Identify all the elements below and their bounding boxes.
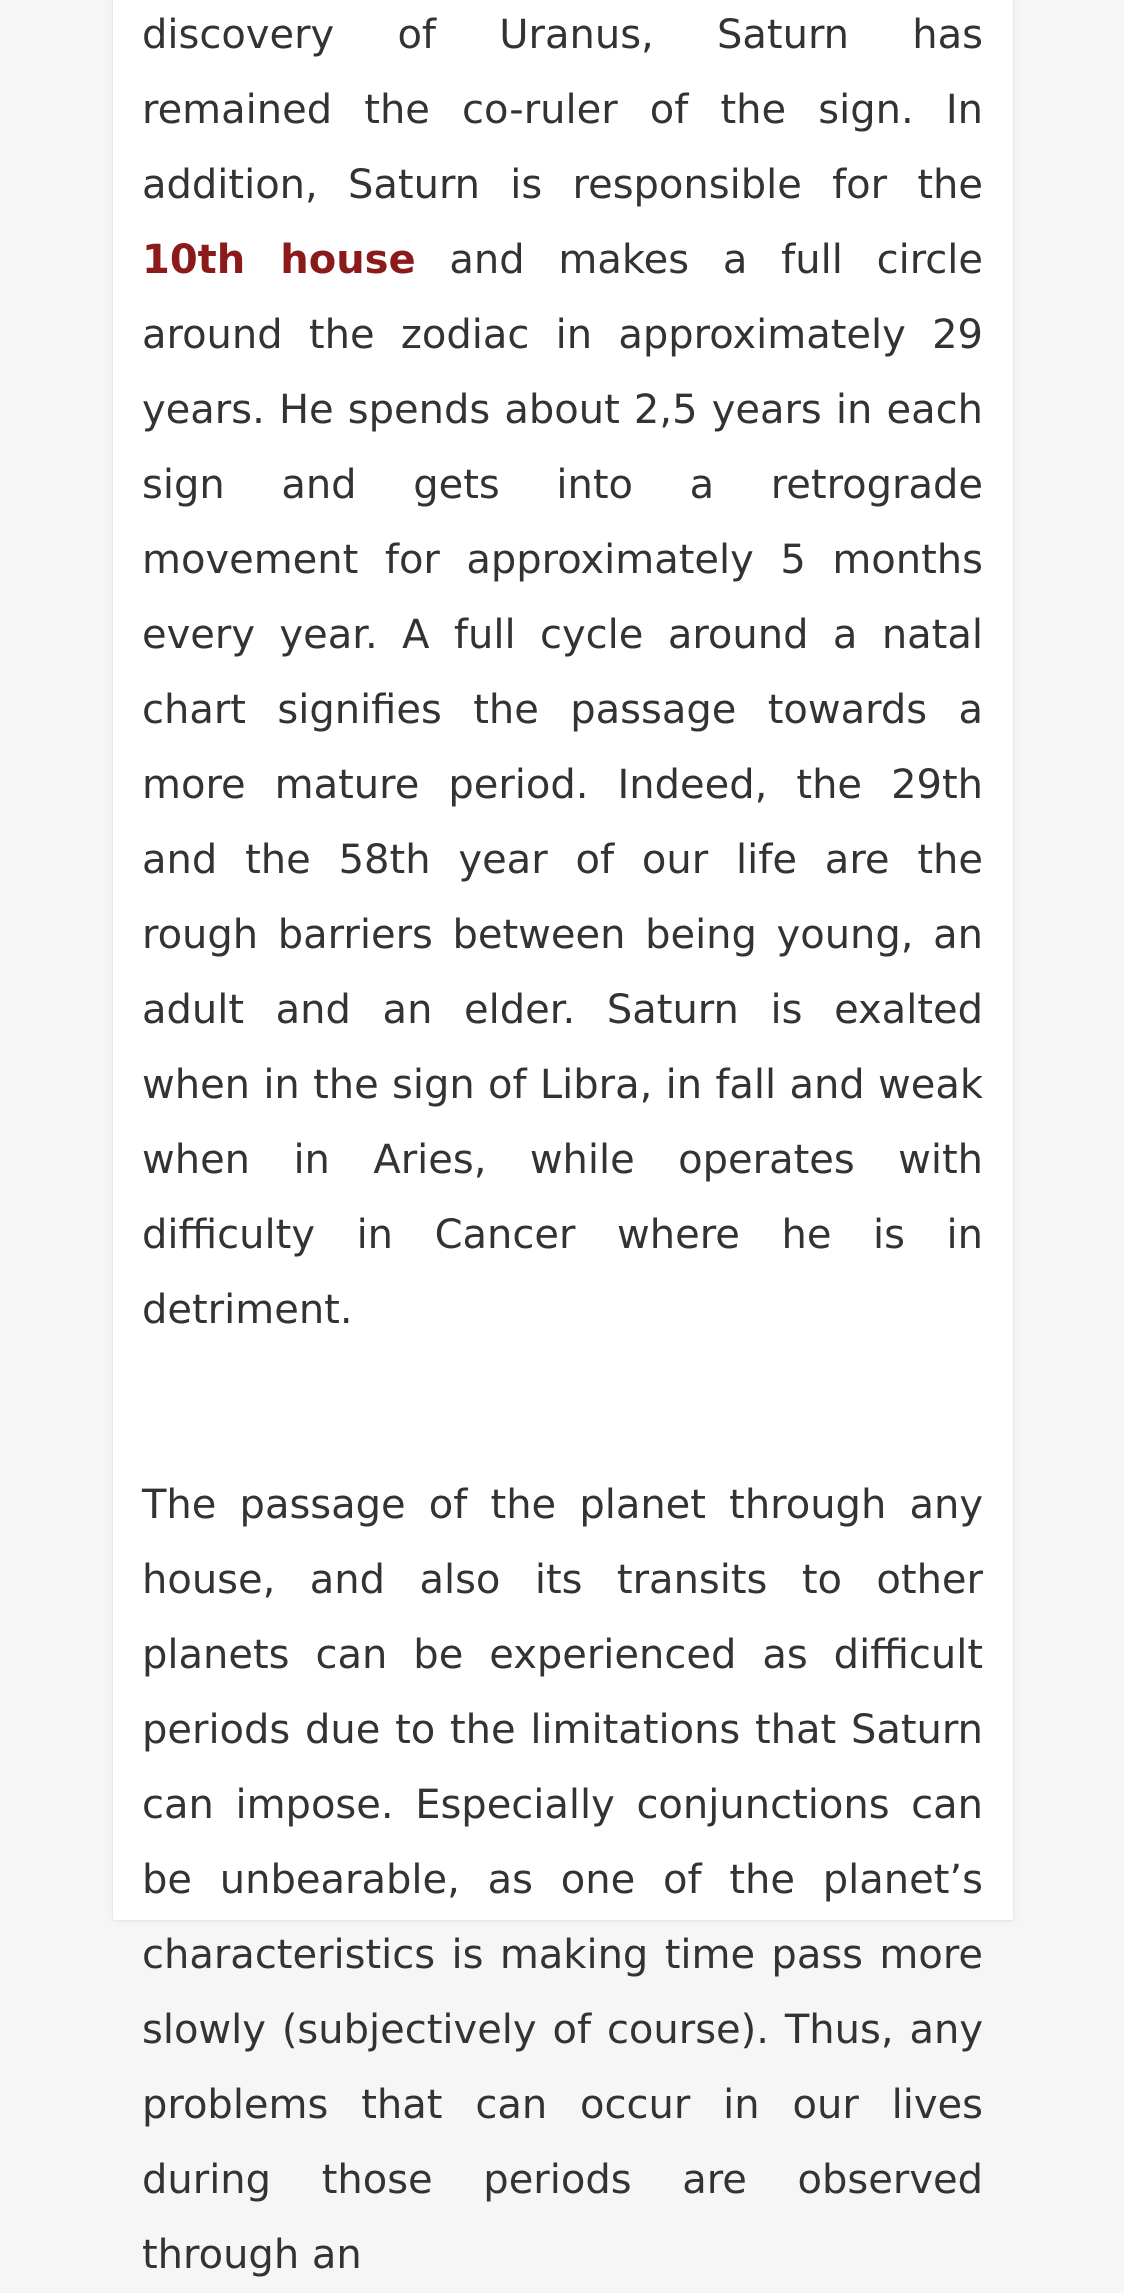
article-paragraph-saturn-overview <box>142 0 983 1348</box>
paragraph-1-text-before-link: discovery of Uranus, Saturn has remained the co-ruler of the sign. In addition, Saturn is responsible for the <box>142 12 983 208</box>
article-body <box>142 0 983 2293</box>
tenth-house-link[interactable]: 10th house <box>142 237 416 283</box>
paragraph-spacer <box>142 1348 983 1468</box>
paragraph-1-text-after-link: and makes a full circle around the zodiac in approximately 29 years. He spends about 2,5 years in each sign and gets into a retrograde movement for approximately 5 months every year. A full cycle around a natal chart signifies the passage towards a more mature period. Indeed, the 29th and the 58th year of our life are the rough barriers between being young, an adult and an elder. Saturn is exalted when in the sign of Libra, in fall and weak when in Aries, while operates with difficulty in Cancer where he is in detriment. <box>142 237 983 1333</box>
article-paragraph-saturn-transits: The passage of the planet through any house, and also its transits to other planets can be experienced as difficult periods due to the limitations that Saturn can impose. Especially conjunctions can be unbearable, as one of the planet’s characteristics is making time pass more slowly (subjectively of course). Thus, any problems that can occur in our lives during those periods are observed through an <box>142 1482 983 2278</box>
article-card <box>113 0 1013 2278</box>
